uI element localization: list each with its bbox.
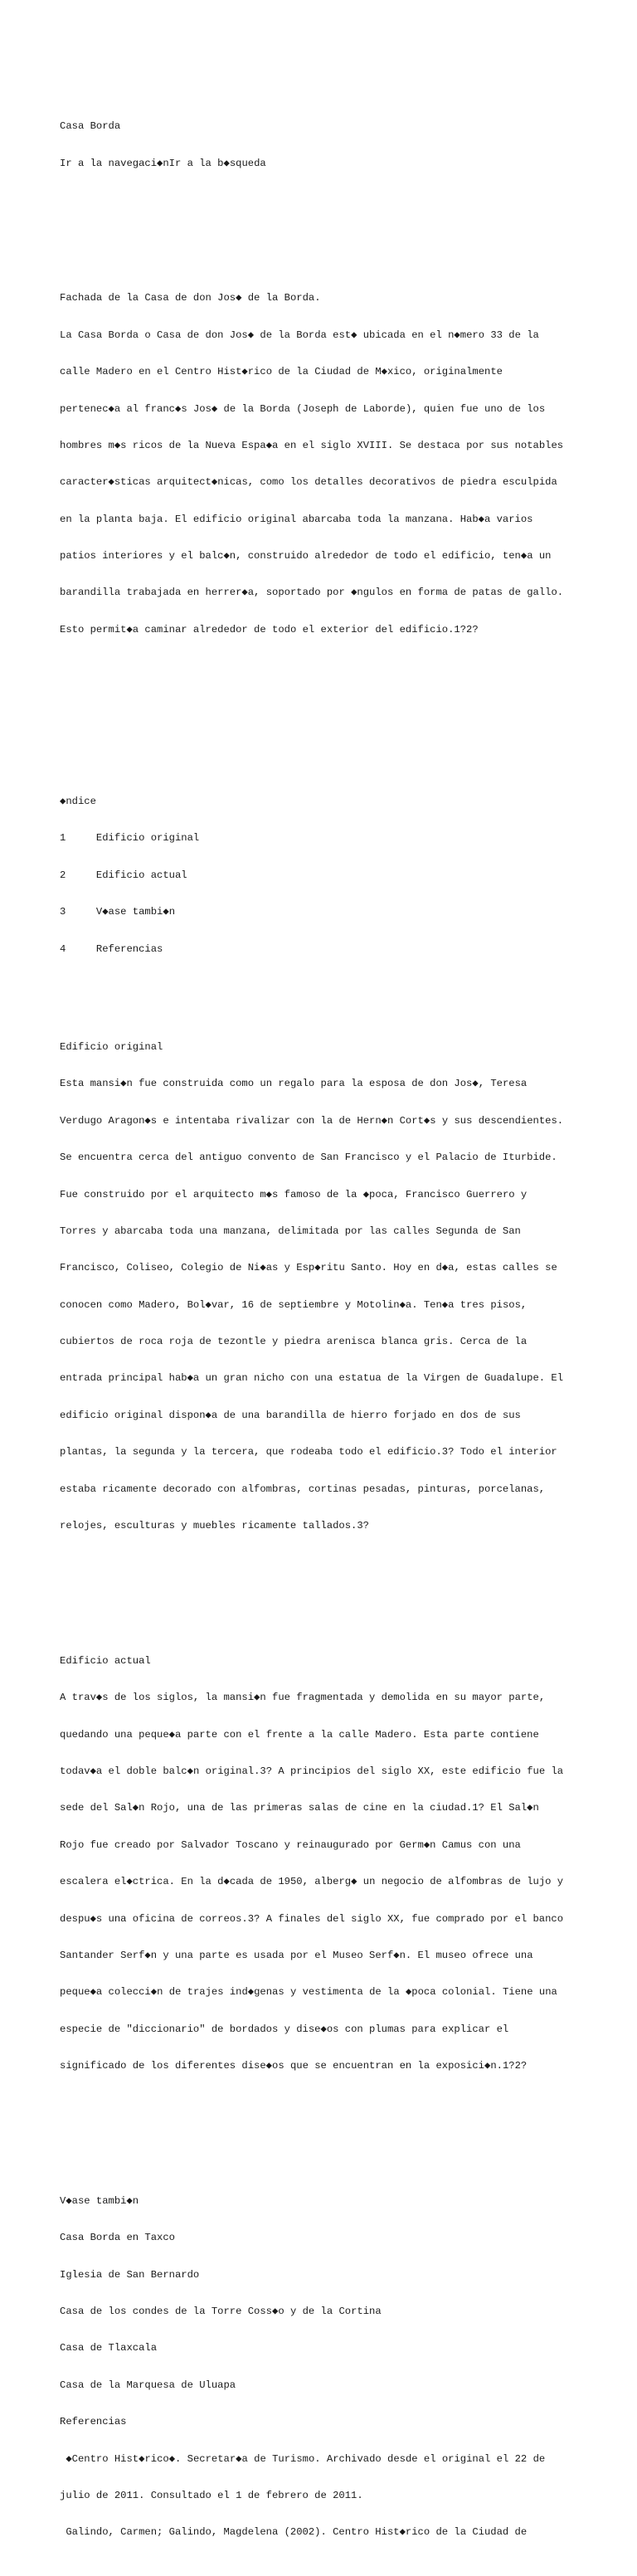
section-edificio-actual xyxy=(60,1630,632,2096)
body-line: Francisco, Coliseo, Colegio de Ni◆as y Esp◆ritu Santo. Hoy en d◆a, estas calles se xyxy=(60,1262,557,1274)
body-line: escalera el◆ctrica. En la d◆cada de 1950, alberg◆ un negocio de alfombras de lujo y xyxy=(60,1876,564,1888)
section-heading: Edificio actual xyxy=(60,1654,151,1667)
spacer xyxy=(60,219,632,231)
see-also-link[interactable]: Casa de Tlaxcala xyxy=(60,2342,158,2354)
spacer xyxy=(60,1581,632,1594)
body-line: peque◆a colecci◆n de trajes ind◆genas y vestimenta de la ◆poca colonial. Tiene una xyxy=(60,1986,557,1999)
intro-line: hombres m◆s ricos de la Nueva Espa◆a en el siglo XVIII. Se destaca por sus notables xyxy=(60,439,564,451)
body-line: cubiertos de roca roja de tezontle y piedra arenisca blanca gris. Cerca de la xyxy=(60,1336,528,1348)
section-heading: V◆ase tambi◆n xyxy=(60,2194,139,2207)
see-also-link[interactable]: Casa de los condes de la Torre Coss◆o y de la Cortina xyxy=(60,2306,382,2318)
references-heading: Referencias xyxy=(60,2416,127,2428)
section-heading: Edificio original xyxy=(60,1040,163,1053)
intro-line: en la planta baja. El edificio original abarcaba toda la manzana. Hab◆a varios xyxy=(60,513,533,525)
body-line: conocen como Madero, Bol◆var, 16 de septiembre y Motolin◆a. Ten◆a tres pisos, xyxy=(60,1298,528,1311)
body-line: Fue construido por el arquitecto m◆s famoso de la ◆poca, Francisco Guerrero y xyxy=(60,1188,528,1200)
intro-line: Esto permit◆a caminar alrededor de todo el exterior del edificio.1?2? xyxy=(60,623,479,635)
intro-line: barandilla trabajada en herrer◆a, soportado por ◆ngulos en forma de patas de gallo. xyxy=(60,587,564,599)
see-also-link[interactable]: Casa Borda en Taxco xyxy=(60,2232,175,2244)
intro-line: calle Madero en el Centro Hist◆rico de la Ciudad de M◆xico, originalmente xyxy=(60,366,503,378)
page-title: Casa Borda xyxy=(60,120,121,133)
body-line: Verdugo Aragon◆s e intentaba rivalizar con la de Hern◆n Cort◆s y sus descendientes. xyxy=(60,1114,564,1127)
body-line: sede del Sal◆n Rojo, una de las primeras salas de cine en la ciudad.1? El Sal◆n xyxy=(60,1802,539,1814)
toc-item-edificio-actual[interactable]: 2 Edificio actual xyxy=(60,869,187,881)
body-line: edificio original dispon◆a de una barandilla de hierro forjado en dos de sus xyxy=(60,1409,521,1421)
toc-item-vease-tambien[interactable]: 3 V◆ase tambi◆n xyxy=(60,906,176,918)
body-line: Se encuentra cerca del antiguo convento de San Francisco y el Palacio de Iturbide. xyxy=(60,1152,557,1164)
body-line: A trav◆s de los siglos, la mansi◆n fue fragmentada y demolida en su mayor parte, xyxy=(60,1692,546,1704)
spacer xyxy=(60,685,632,698)
toc-item-edificio-original[interactable]: 1 Edificio original xyxy=(60,832,200,845)
body-line: Esta mansi◆n fue construida como un regalo para la esposa de don Jos◆, Teresa xyxy=(60,1078,528,1090)
see-also-link[interactable]: Casa de la Marquesa de Uluapa xyxy=(60,2379,236,2391)
section-vease-tambien xyxy=(60,2170,632,2564)
document-body xyxy=(60,71,632,2576)
body-line: relojes, esculturas y muebles ricamente tallados.3? xyxy=(60,1520,369,1532)
body-line: Santander Serf◆n y una parte es usada por el Museo Serf◆n. El museo ofrece una xyxy=(60,1949,533,1961)
body-line: todav◆a el doble balc◆n original.3? A principios del siglo XX, este edificio fue la xyxy=(60,1765,564,1777)
reference-line: ◆Centro Hist◆rico◆. Secretar◆a de Turismo. Archivado desde el original el 22 de xyxy=(60,2452,546,2465)
body-line: significado de los diferentes dise◆os que se encuentran en la exposici◆n.1?2? xyxy=(60,2060,528,2072)
reference-line: julio de 2011. Consultado el 1 de febrero de 2011. xyxy=(60,2489,363,2501)
intro-line: patios interiores y el balc◆n, construido alrededor de todo el edificio, ten◆a un xyxy=(60,550,552,562)
header-block xyxy=(60,96,632,194)
spacer xyxy=(60,2121,632,2134)
intro-line: caracter◆sticas arquitect◆nicas, como los detalles decorativos de piedra esculpida xyxy=(60,476,557,489)
intro-line: La Casa Borda o Casa de don Jos◆ de la Borda est◆ ubicada en el n◆mero 33 de la xyxy=(60,329,539,341)
body-line: despu◆s una oficina de correos.3? A finales del siglo XX, fue comprado por el banco xyxy=(60,1912,564,1925)
see-also-link[interactable]: Iglesia de San Bernardo xyxy=(60,2268,200,2281)
body-line: entrada principal hab◆a un gran nicho con una estatua de la Virgen de Guadalupe. El xyxy=(60,1372,564,1385)
body-line: especie de "diccionario" de bordados y dise◆os con plumas para explicar el xyxy=(60,2023,509,2035)
reference-line: Galindo, Carmen; Galindo, Magdelena (2002). Centro Hist◆rico de la Ciudad de xyxy=(60,2526,528,2539)
body-line: plantas, la segunda y la tercera, que rodeaba todo el edificio.3? Todo el interior xyxy=(60,1446,557,1458)
navigation-link-text[interactable]: Ir a la navegaci◆nIr a la b◆squeda xyxy=(60,157,266,169)
table-of-contents xyxy=(60,771,632,980)
body-line: Torres y abarcaba toda una manzana, delimitada por las calles Segunda de San xyxy=(60,1225,521,1237)
body-line: estaba ricamente decorado con alfombras, cortinas pesadas, pinturas, porcelanas, xyxy=(60,1483,546,1495)
toc-heading: ◆ndice xyxy=(60,796,96,808)
section-edificio-original xyxy=(60,1016,632,1556)
image-caption: Fachada de la Casa de don Jos◆ de la Borda. xyxy=(60,292,321,304)
spacer xyxy=(60,722,632,734)
body-line: quedando una peque◆a parte con el frente a la calle Madero. Esta parte contiene xyxy=(60,1728,539,1741)
toc-item-referencias[interactable]: 4 Referencias xyxy=(60,942,163,955)
intro-line: pertenec◆a al franc◆s Jos◆ de la Borda (Joseph de Laborde), quien fue uno de los xyxy=(60,402,546,415)
intro-paragraph xyxy=(60,268,632,661)
body-line: Rojo fue creado por Salvador Toscano y reinaugurado por Germ◆n Camus con una xyxy=(60,1838,521,1851)
